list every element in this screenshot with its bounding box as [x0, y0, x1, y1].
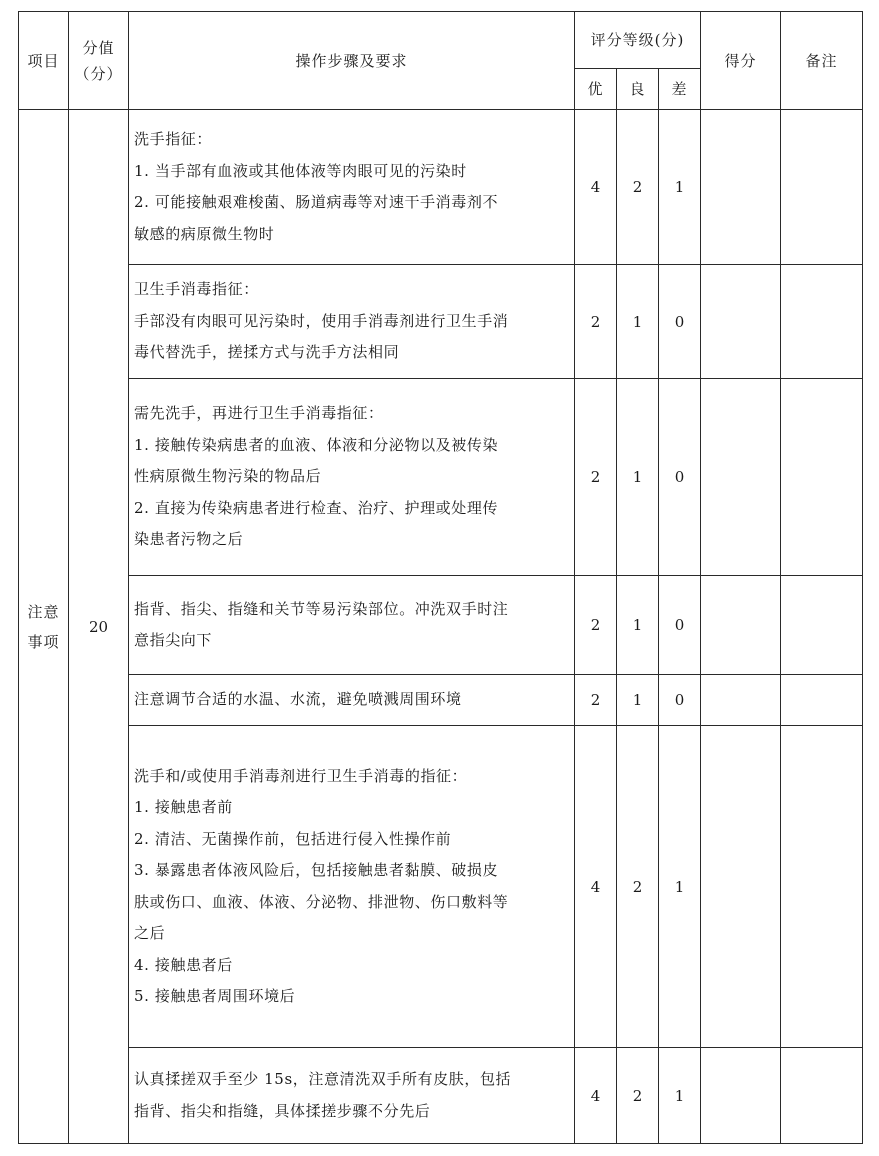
row-description: [129, 726, 575, 1048]
score-good: 2: [617, 1048, 659, 1144]
remarks-cell[interactable]: [781, 576, 863, 675]
table-row: [19, 675, 863, 726]
category-points: 20: [69, 110, 129, 1144]
description-line: 手部没有肉眼可见污染时，使用手消毒剂进行卫生手消: [134, 311, 509, 330]
score-good: 1: [617, 379, 659, 576]
description-line: 意指尖向下: [134, 631, 213, 649]
table-row: [19, 265, 863, 379]
row-description: [129, 576, 575, 675]
remarks-cell[interactable]: [781, 675, 863, 726]
score-cell[interactable]: [701, 379, 781, 576]
remarks-cell[interactable]: [781, 265, 863, 379]
description-line: 卫生手消毒指征：: [134, 280, 259, 299]
score-good: 2: [617, 726, 659, 1048]
remarks-cell[interactable]: [781, 726, 863, 1048]
description-line: 染患者污物之后: [134, 530, 244, 549]
score-poor: 0: [659, 675, 701, 726]
score-poor: 0: [659, 379, 701, 576]
description-line: 2. 直接为传染病患者进行检查、治疗、护理或处理传: [134, 498, 499, 517]
score-cell[interactable]: [701, 110, 781, 265]
header-rating: 评分等级(分): [575, 12, 701, 69]
table-row: [19, 379, 863, 576]
description-line: 需先洗手，再进行卫生手消毒指征：: [134, 404, 384, 423]
row-description: [129, 675, 575, 726]
score-cell[interactable]: [701, 726, 781, 1048]
table-row: [19, 110, 863, 265]
header-remarks: 备注: [781, 12, 863, 110]
score-excellent: 2: [575, 379, 617, 576]
header-points-line2: （分）: [74, 64, 123, 83]
description-line: 1. 当手部有血液或其他体液等肉眼可见的污染时: [134, 161, 467, 180]
score-poor: 0: [659, 576, 701, 675]
description-line: 毒代替洗手，搓揉方式与洗手方法相同: [134, 343, 400, 362]
score-excellent: 4: [575, 1048, 617, 1144]
description-line: 肤或伤口、血液、体液、分泌物、排泄物、伤口敷料等: [134, 892, 509, 911]
description-line: 5. 接触患者周围环境后: [134, 987, 296, 1005]
category-cell: [19, 110, 69, 1144]
score-excellent: 2: [575, 576, 617, 675]
score-cell[interactable]: [701, 675, 781, 726]
score-excellent: 4: [575, 726, 617, 1048]
score-good: 1: [617, 675, 659, 726]
description-line: 洗手和/或使用手消毒剂进行卫生手消毒的指征：: [134, 766, 468, 785]
row-description: [129, 379, 575, 576]
description-line: 3. 暴露患者体液风险后，包括接触患者黏膜、破损皮: [134, 861, 499, 879]
category-name-line1: 注意: [27, 602, 60, 621]
description-line: 2. 可能接触艰难梭菌、肠道病毒等对速干手消毒剂不: [134, 193, 499, 211]
description-line: 2. 清洁、无菌操作前，包括进行侵入性操作前: [134, 829, 452, 848]
score-excellent: 2: [575, 265, 617, 379]
category-name-line2: 事项: [27, 632, 60, 651]
score-good: 1: [617, 265, 659, 379]
description-line: 洗手指征：: [134, 130, 213, 148]
description-line: 1. 接触患者前: [134, 798, 233, 816]
header-steps: 操作步骤及要求: [129, 12, 575, 110]
remarks-cell[interactable]: [781, 379, 863, 576]
description-line: 敏感的病原微生物时: [134, 224, 275, 243]
header-excellent: 优: [575, 69, 617, 110]
score-cell[interactable]: [701, 576, 781, 675]
score-poor: 1: [659, 726, 701, 1048]
table-row: [19, 726, 863, 1048]
description-line: 认真揉搓双手至少 15s，注意清洗双手所有皮肤，包括: [134, 1070, 512, 1088]
score-poor: 1: [659, 110, 701, 265]
score-poor: 0: [659, 265, 701, 379]
description-line: 4. 接触患者后: [134, 955, 233, 974]
description-line: 性病原微生物污染的物品后: [134, 467, 322, 486]
score-cell[interactable]: [701, 1048, 781, 1144]
description-line: 1. 接触传染病患者的血液、体液和分泌物以及被传染: [134, 435, 499, 454]
table-row: [19, 1048, 863, 1144]
score-good: 1: [617, 576, 659, 675]
description-line: 注意调节合适的水温、水流，避免喷溅周围环境: [134, 690, 462, 709]
header-points-line1: 分值: [82, 38, 115, 57]
header-score: 得分: [701, 12, 781, 110]
score-cell[interactable]: [701, 265, 781, 379]
description-line: 指背、指尖和指缝，具体揉搓步骤不分先后: [134, 1101, 431, 1120]
table-row: [19, 576, 863, 675]
score-excellent: 4: [575, 110, 617, 265]
header-poor: 差: [659, 69, 701, 110]
row-description: [129, 110, 575, 265]
description-line: 指背、指尖、指缝和关节等易污染部位。冲洗双手时注: [134, 599, 509, 618]
row-description: [129, 265, 575, 379]
score-good: 2: [617, 110, 659, 265]
row-description: [129, 1048, 575, 1144]
remarks-cell[interactable]: [781, 1048, 863, 1144]
header-project: 项目: [19, 12, 69, 110]
score-excellent: 2: [575, 675, 617, 726]
header-good: 良: [617, 69, 659, 110]
scoring-table: [18, 11, 863, 1144]
score-poor: 1: [659, 1048, 701, 1144]
remarks-cell[interactable]: [781, 110, 863, 265]
description-line: 之后: [134, 924, 166, 942]
header-points: [69, 12, 129, 110]
